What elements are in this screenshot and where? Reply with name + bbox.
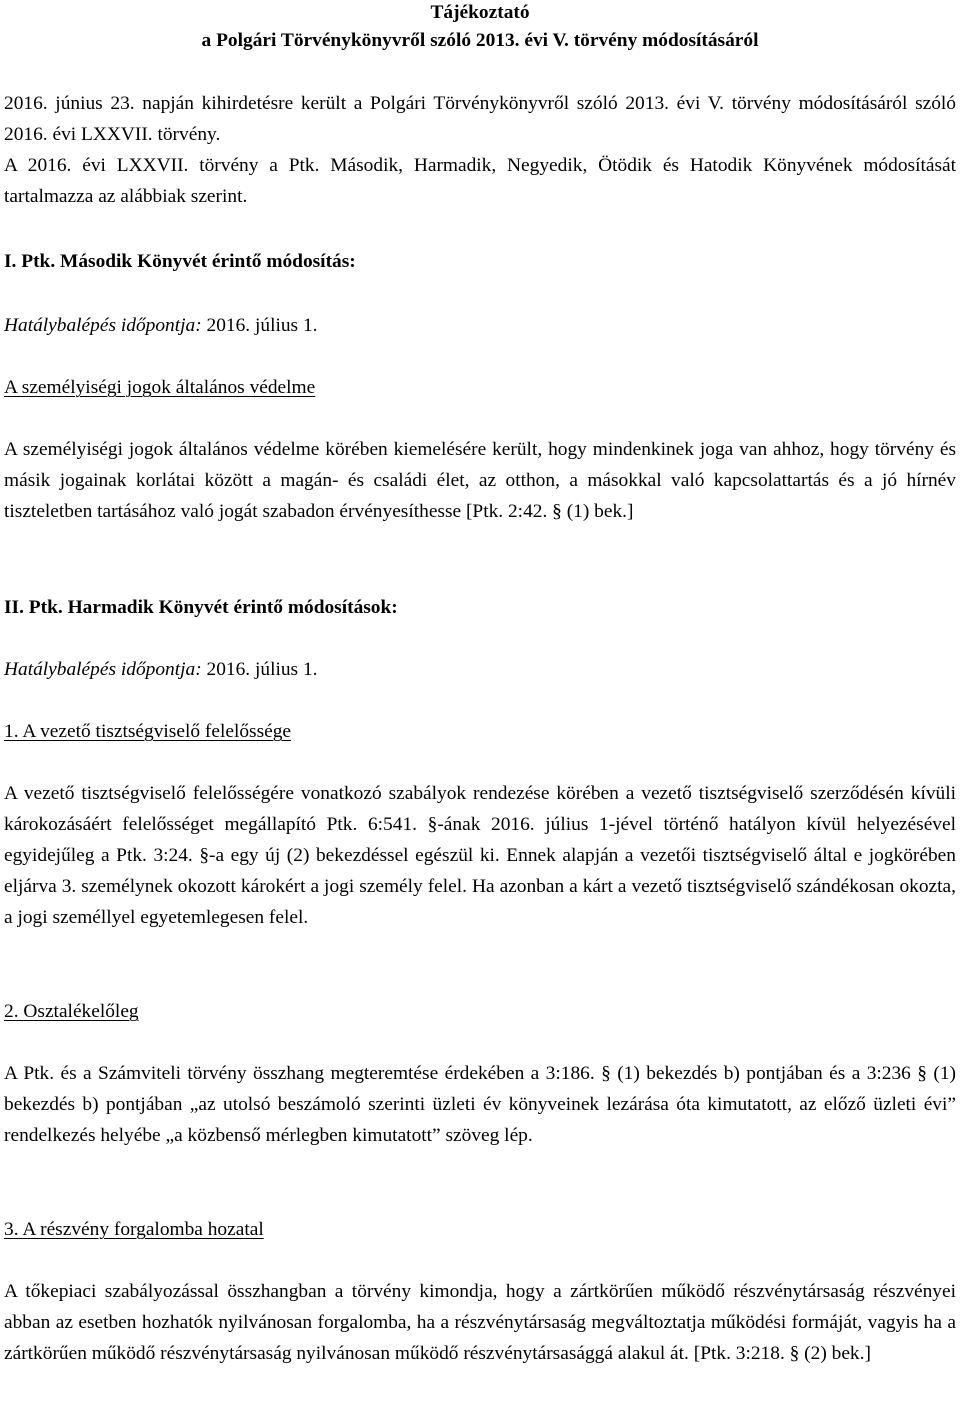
item-title: A vezető tisztségviselő felelőssége bbox=[22, 721, 292, 742]
section-1-effective-date bbox=[4, 310, 956, 341]
section-2-effective-date bbox=[4, 654, 956, 685]
intro-paragraph-2 bbox=[4, 150, 956, 212]
section-1-subheading bbox=[4, 372, 956, 403]
title-line-2: a Polgári Törvénykönyvről szóló 2013. évi V. törvény módosításáról bbox=[201, 30, 759, 51]
intro-text-1: 2016. június 23. napján kihirdetésre került a Polgári Törvénykönyvről szóló 2013. évi V. törvény módosításáról szóló 2016. évi LXXVII. törvény. bbox=[4, 93, 956, 145]
item-number: 1. bbox=[4, 721, 19, 742]
effective-label: Hatálybalépés időpontja: bbox=[4, 659, 202, 680]
body-paragraph: A személyiségi jogok általános védelme körében kiemelésére került, hogy mindenkinek joga van ahhoz, hogy törvény és másik jogainak korlátai között a magán- és családi élet, az otthon, a másokkal való kapcsolattartás és a jó hírnév tiszteletben tartásához való jogát szabadon érvényesíthesse [Ptk. 2:42. § (1) bek.] bbox=[4, 439, 956, 522]
section-1-body bbox=[4, 434, 956, 527]
section-2-heading bbox=[4, 592, 956, 623]
intro-text-2: A 2016. évi LXXVII. törvény a Ptk. Második, Harmadik, Negyedik, Ötödik és Hatodik Könyvének módosítását tartalmazza az alábbiak szerint. bbox=[4, 155, 956, 207]
item-2-heading bbox=[4, 996, 956, 1027]
subheading-title: A személyiségi jogok általános védelme bbox=[4, 377, 316, 398]
body-paragraph: A vezető tisztségviselő felelősségére vonatkozó szabályok rendezése körében a vezető tisztségviselő szerződésén kívüli károkozásáért felelősséget megállapító Ptk. 6:541. §-ának 2016. július 1-jével történő hatályon kívül helyezésével egyidejűleg a Ptk. 3:24. §-a egy új (2) bekezdéssel egészül ki. Ennek alapján a vezetői tisztségviselő által e jogkörében eljárva 3. személynek okozott károkért a jogi személy felel. Ha azonban a kárt a vezető tisztségviselő szándékosan okozta, a jogi személlyel egyetemlegesen felel. bbox=[4, 783, 956, 928]
item-2-body bbox=[4, 1058, 956, 1151]
item-heading bbox=[4, 996, 139, 1027]
section-heading: II. Ptk. Harmadik Könyvét érintő módosítások: bbox=[4, 597, 398, 618]
section-heading: I. Ptk. Második Könyvét érintő módosítás: bbox=[4, 251, 356, 272]
section-1-heading bbox=[4, 246, 956, 277]
item-1-heading bbox=[4, 716, 956, 747]
item-3-heading bbox=[4, 1214, 956, 1245]
item-title: Osztalékelőleg bbox=[23, 1001, 139, 1022]
item-number: 3. bbox=[4, 1219, 19, 1240]
body-paragraph: A Ptk. és a Számviteli törvény összhang megteremtése érdekében a 3:186. § (1) bekezdés b) pontjában és a 3:236 § (1) bekezdés b) pontjában „az utolsó beszámoló szerinti üzleti év könyveinek lezárása óta kimutatott, az előző üzleti évi” rendelkezés helyébe „a közbenső mérlegben kimutatott” szöveg lép. bbox=[4, 1063, 956, 1146]
effective-label: Hatálybalépés időpontja: bbox=[4, 315, 202, 336]
effective-date: 2016. július 1. bbox=[206, 315, 318, 336]
document-title bbox=[4, 0, 956, 56]
item-title: A részvény forgalomba hozatal bbox=[22, 1219, 264, 1240]
title-line-1: Tájékoztató bbox=[430, 2, 530, 23]
effective-date: 2016. július 1. bbox=[206, 659, 318, 680]
body-paragraph: A tőkepiaci szabályozással összhangban a törvény kimondja, hogy a zártkörűen működő részvénytársaság részvényei abban az esetben hozhatók nyilvánosan forgalomba, ha a részvénytársaság megváltoztatja működési formáját, vagyis ha a zártkörűen működő részvénytársaság nyilvánosan működő részvénytársasággá alakul át. [Ptk. 3:218. § (2) bek.] bbox=[4, 1281, 956, 1364]
item-number: 2. bbox=[4, 1001, 19, 1022]
item-3-body bbox=[4, 1276, 956, 1369]
item-1-body bbox=[4, 778, 956, 933]
item-heading bbox=[4, 1214, 264, 1245]
item-heading bbox=[4, 716, 291, 747]
intro-paragraph-1 bbox=[4, 88, 956, 150]
